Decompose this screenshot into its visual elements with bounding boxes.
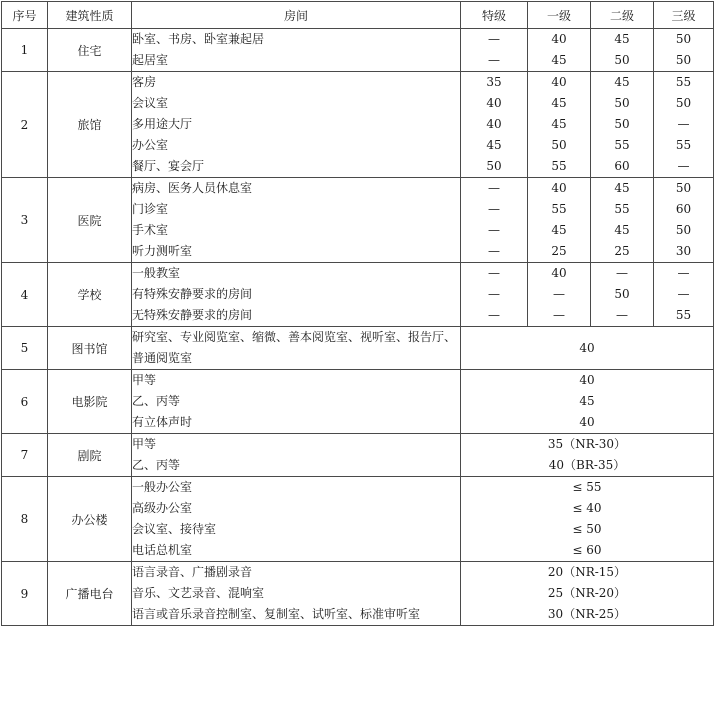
room-list bbox=[132, 370, 461, 434]
value-cell: 40 bbox=[486, 117, 502, 131]
value-cell: 40 bbox=[551, 266, 567, 280]
room-name: 会议室 bbox=[132, 96, 169, 110]
value-cell: 50 bbox=[614, 287, 630, 301]
value-cell: 35（NR-30） bbox=[547, 437, 627, 451]
value-cell: 50 bbox=[675, 32, 692, 46]
value-cell: ≤ 60 bbox=[572, 543, 602, 557]
table-row-school bbox=[2, 263, 714, 327]
row-no: 7 bbox=[2, 434, 48, 477]
room-name: 乙、丙等 bbox=[132, 394, 181, 408]
merged-values bbox=[461, 477, 714, 562]
header-special-grade: 特级 bbox=[461, 2, 528, 29]
room-list bbox=[132, 434, 461, 477]
table-header bbox=[2, 2, 714, 29]
merged-value: 40 bbox=[461, 327, 714, 370]
value-cell: 45 bbox=[614, 223, 630, 237]
value-cell: 50 bbox=[675, 223, 692, 237]
grade-2-values bbox=[591, 178, 654, 263]
building-type: 学校 bbox=[48, 263, 132, 327]
table-row-theater bbox=[2, 434, 714, 477]
room-name: 高级办公室 bbox=[132, 501, 193, 515]
table-row-hospital bbox=[2, 178, 714, 263]
room-name: 语言或音乐录音控制室、复制室、试听室、标准审听室 bbox=[132, 607, 421, 621]
header-row bbox=[2, 2, 714, 29]
value-cell: — bbox=[677, 266, 690, 280]
room-name: 音乐、文艺录音、混响室 bbox=[132, 586, 265, 600]
value-cell: 45 bbox=[551, 117, 567, 131]
merged-values bbox=[461, 434, 714, 477]
value-cell: 25 bbox=[614, 244, 630, 258]
building-type: 医院 bbox=[48, 178, 132, 263]
value-cell: 55 bbox=[614, 202, 630, 216]
value-cell: 60 bbox=[614, 159, 630, 173]
value-cell: 55 bbox=[675, 138, 692, 152]
row-no: 6 bbox=[2, 370, 48, 434]
grade-3-values bbox=[654, 29, 714, 72]
value-cell: 55 bbox=[675, 308, 692, 322]
value-cell: — bbox=[677, 117, 690, 131]
header-grade-3: 三级 bbox=[654, 2, 714, 29]
building-type: 电影院 bbox=[48, 370, 132, 434]
table-row-residential bbox=[2, 29, 714, 72]
value-cell: 35 bbox=[486, 75, 502, 89]
value-cell: 40 bbox=[486, 96, 502, 110]
value-cell: 40 bbox=[551, 181, 567, 195]
row-no: 8 bbox=[2, 477, 48, 562]
room-name: 起居室 bbox=[132, 53, 169, 67]
table-row-broadcast-station bbox=[2, 562, 714, 626]
room-name: 餐厅、宴会厅 bbox=[132, 159, 205, 173]
room-name: 病房、医务人员休息室 bbox=[132, 181, 253, 195]
room-name: 研究室、专业阅览室、缩微、善本阅览室、视听室、报告厅、普通阅览室 bbox=[132, 330, 457, 365]
value-cell: — bbox=[488, 244, 500, 258]
value-cell: 45 bbox=[614, 181, 630, 195]
value-cell: 40 bbox=[579, 415, 595, 429]
value-cell: — bbox=[488, 287, 500, 301]
room-name: 无特殊安静要求的房间 bbox=[132, 308, 253, 322]
room-name: 一般教室 bbox=[132, 266, 181, 280]
value-cell: 40 bbox=[579, 373, 595, 387]
value-cell: 45 bbox=[614, 75, 630, 89]
grade-1-values bbox=[528, 178, 591, 263]
room-name: 办公室 bbox=[132, 138, 169, 152]
value-cell: 40 bbox=[551, 32, 567, 46]
value-cell: — bbox=[553, 308, 565, 322]
value-cell: 30 bbox=[675, 244, 692, 258]
row-no: 1 bbox=[2, 29, 48, 72]
table-row-cinema bbox=[2, 370, 714, 434]
grade-3-values bbox=[654, 263, 714, 327]
room-list bbox=[132, 72, 461, 178]
room-list bbox=[132, 562, 461, 626]
header-grade-1: 一级 bbox=[528, 2, 591, 29]
value-cell: 25 bbox=[551, 244, 567, 258]
row-no: 2 bbox=[2, 72, 48, 178]
room-name: 手术室 bbox=[132, 223, 169, 237]
value-cell: 55 bbox=[614, 138, 630, 152]
row-no: 4 bbox=[2, 263, 48, 327]
value-cell: — bbox=[488, 308, 500, 322]
value-cell: 45 bbox=[551, 53, 567, 67]
row-no: 9 bbox=[2, 562, 48, 626]
table-row-hotel bbox=[2, 72, 714, 178]
value-cell: 25（NR-20） bbox=[547, 586, 627, 600]
value-cell: 55 bbox=[551, 202, 567, 216]
grade-1-values bbox=[528, 72, 591, 178]
value-cell: ≤ 40 bbox=[572, 501, 602, 515]
room-name: 客房 bbox=[132, 75, 157, 89]
room-list bbox=[132, 29, 461, 72]
table-row-office-building bbox=[2, 477, 714, 562]
noise-standard-table bbox=[1, 1, 714, 626]
special-grade-values bbox=[461, 263, 528, 327]
value-cell: 20（NR-15） bbox=[547, 565, 627, 579]
grade-1-values bbox=[528, 29, 591, 72]
room-name: 有立体声时 bbox=[132, 415, 193, 429]
grade-1-values bbox=[528, 263, 591, 327]
grade-3-values bbox=[654, 178, 714, 263]
value-cell: — bbox=[553, 287, 565, 301]
room-list bbox=[132, 263, 461, 327]
value-cell: 50 bbox=[614, 96, 630, 110]
value-cell: 55 bbox=[551, 159, 567, 173]
value-cell: 50 bbox=[675, 181, 692, 195]
value-cell: — bbox=[616, 266, 628, 280]
building-type: 旅馆 bbox=[48, 72, 132, 178]
value-cell: 50 bbox=[486, 159, 502, 173]
room-name: 卧室、书房、卧室兼起居 bbox=[132, 32, 265, 46]
value-cell: 50 bbox=[614, 117, 630, 131]
value-cell: ≤ 50 bbox=[572, 522, 602, 536]
value-cell: 40 bbox=[551, 75, 567, 89]
room-name: 乙、丙等 bbox=[132, 458, 181, 472]
building-type: 住宅 bbox=[48, 29, 132, 72]
building-type: 剧院 bbox=[48, 434, 132, 477]
value-cell: 55 bbox=[675, 75, 692, 89]
value-cell: 45 bbox=[579, 394, 595, 408]
room-name: 一般办公室 bbox=[132, 480, 193, 494]
room-name: 甲等 bbox=[132, 437, 157, 451]
value-cell: 45 bbox=[486, 138, 502, 152]
building-type: 图书馆 bbox=[48, 327, 132, 370]
room-list bbox=[132, 327, 461, 370]
room-name: 甲等 bbox=[132, 373, 157, 387]
merged-values bbox=[461, 562, 714, 626]
header-grade-2: 二级 bbox=[591, 2, 654, 29]
special-grade-values bbox=[461, 72, 528, 178]
room-name: 电话总机室 bbox=[132, 543, 193, 557]
grade-2-values bbox=[591, 29, 654, 72]
room-name: 有特殊安静要求的房间 bbox=[132, 287, 253, 301]
row-no: 5 bbox=[2, 327, 48, 370]
value-cell: 50 bbox=[614, 53, 630, 67]
value-cell: — bbox=[488, 223, 500, 237]
building-type: 广播电台 bbox=[48, 562, 132, 626]
grade-2-values bbox=[591, 263, 654, 327]
room-name: 会议室、接待室 bbox=[132, 522, 217, 536]
header-room: 房间 bbox=[132, 2, 461, 29]
value-cell: 40（BR-35） bbox=[548, 458, 626, 472]
value-cell: — bbox=[616, 308, 628, 322]
value-cell: — bbox=[488, 32, 500, 46]
grade-2-values bbox=[591, 72, 654, 178]
table-row-library bbox=[2, 327, 714, 370]
header-no: 序号 bbox=[2, 2, 48, 29]
building-type: 办公楼 bbox=[48, 477, 132, 562]
value-cell: ≤ 55 bbox=[572, 480, 602, 494]
value-cell: — bbox=[677, 159, 690, 173]
value-cell: 50 bbox=[675, 96, 692, 110]
special-grade-values bbox=[461, 178, 528, 263]
header-building-type: 建筑性质 bbox=[48, 2, 132, 29]
value-cell: — bbox=[488, 266, 500, 280]
grade-3-values bbox=[654, 72, 714, 178]
value-cell: — bbox=[488, 202, 500, 216]
special-grade-values bbox=[461, 29, 528, 72]
room-name: 门诊室 bbox=[132, 202, 169, 216]
value-cell: — bbox=[677, 287, 690, 301]
value-cell: — bbox=[488, 53, 500, 67]
merged-values bbox=[461, 370, 714, 434]
room-list bbox=[132, 477, 461, 562]
value-cell: 45 bbox=[551, 96, 567, 110]
room-name: 听力测听室 bbox=[132, 244, 193, 258]
value-cell: 50 bbox=[675, 53, 692, 67]
value-cell: 60 bbox=[675, 202, 692, 216]
value-cell: 45 bbox=[551, 223, 567, 237]
row-no: 3 bbox=[2, 178, 48, 263]
value-cell: — bbox=[488, 181, 500, 195]
room-name: 多用途大厅 bbox=[132, 117, 193, 131]
value-cell: 45 bbox=[614, 32, 630, 46]
room-name: 语言录音、广播剧录音 bbox=[132, 565, 253, 579]
value-cell: 50 bbox=[551, 138, 567, 152]
room-list bbox=[132, 178, 461, 263]
value-cell: 30（NR-25） bbox=[547, 607, 627, 621]
